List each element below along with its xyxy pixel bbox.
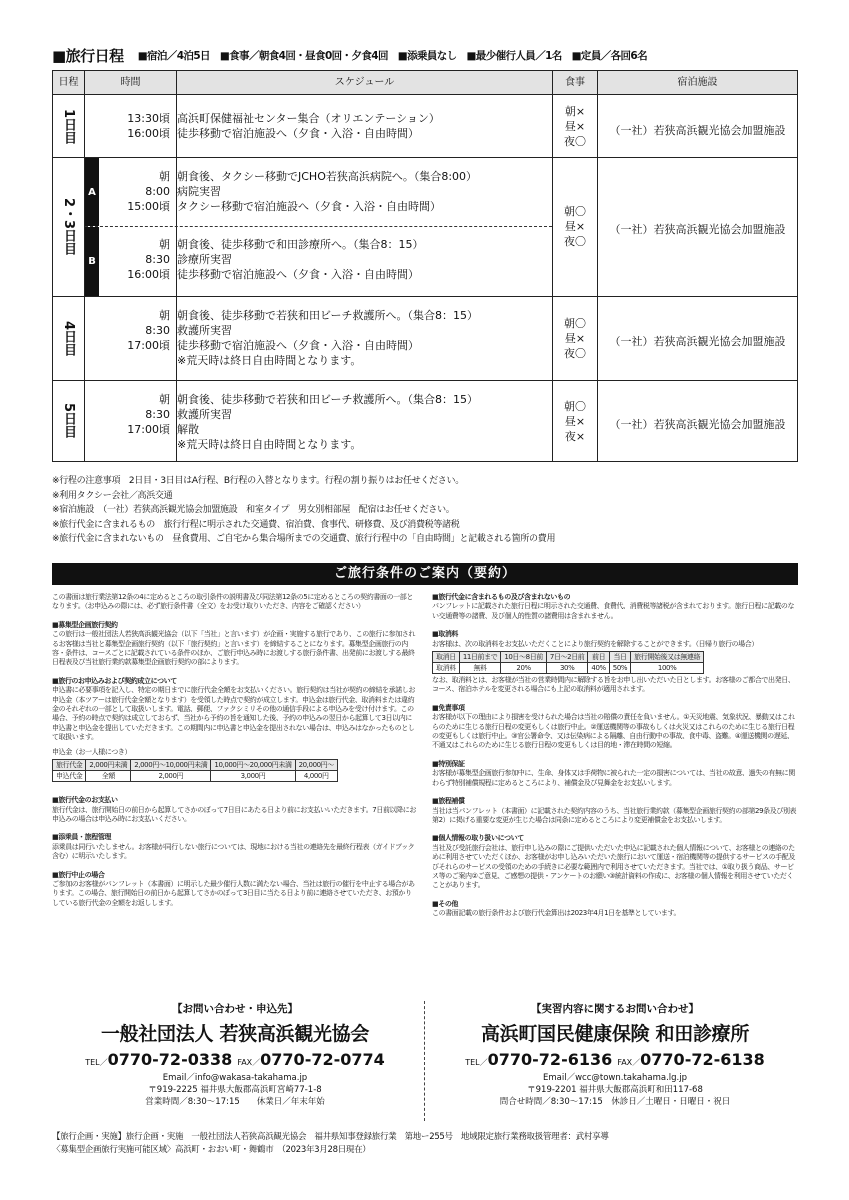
day-4-label: 4日目 [61, 320, 76, 357]
contact-hours: 営業時間／8:30〜17:15 休業日／年末年始 [145, 1097, 325, 1107]
section-heading: ■免責事項 [432, 703, 465, 712]
note-line: ※行程の注意事項 2日目・3日目はA行程、B行程の入替となります。行程の割り振りはお任せください。 [52, 476, 464, 486]
table-cell: 取消料 [433, 663, 460, 674]
table-cell: 旅行代金 [53, 760, 86, 771]
itinerary-header [52, 44, 798, 66]
deposit-table [52, 759, 338, 782]
table-cell: 20% [501, 663, 547, 674]
col-header-day: 日程 [58, 77, 79, 88]
table-cell: 2,000円〜10,000円未満 [131, 760, 211, 771]
route-a-times: 朝 8:00 15:00頃 [127, 170, 170, 213]
col-header-schedule: スケジュール [334, 77, 395, 88]
table-cell: 2,000円未満 [86, 760, 131, 771]
day-5-lodging: （一社）若狭高浜観光協会加盟施設 [609, 418, 786, 431]
section-text: お客様は、次の取消料をお支払いただくことにより旅行契約を解除することができます。（日帰り旅行の場合） [432, 639, 758, 648]
note-line: ※宿泊施設 （一社）若狭高浜観光協会加盟施設 和室タイプ 男女別相部屋 配宿はお任せください。 [52, 505, 455, 515]
section-heading: ■添乗員・旅程管理 [52, 833, 112, 842]
col-header-lodging: 宿泊施設 [677, 77, 718, 88]
day-4-schedule: 朝食後、徒歩移動で若狭和田ビーチ救護所へ。（集合8：15） 救護所実習 徒歩移動で宿泊施設へ（夕食・入浴・自由時間） ※荒天時は終日自由時間となります。 [177, 309, 479, 367]
section-text: この書面記載の旅行条件および旅行代金算出は2023年4月1日を基準としています。 [432, 909, 681, 918]
section-heading: ■旅程補償 [432, 797, 465, 806]
section-heading: ■募集型企画旅行契約 [52, 620, 118, 629]
route-b-times: 朝 8:30 16:00頃 [127, 238, 170, 281]
day-1-lodging: （一社）若狭高浜観光協会加盟施設 [609, 124, 786, 137]
contact-phone-fax: TEL／0770-72-6136 FAX／0770-72-6138 [465, 1050, 765, 1069]
day-1-times: 13:30頃 16:00頃 [127, 112, 170, 140]
footer-line: 【旅行企画・実施】旅行企画・実施 一般社団法人若狭高浜観光協会 福井県知事登録旅行業 第地ー255号 地域限定旅行業務取扱管理者：武村享導 [52, 1132, 609, 1142]
table-cell: 11日前まで [459, 652, 501, 663]
note-line: ※利用タクシー会社／高浜交通 [52, 490, 173, 501]
table-cell: 前日 [588, 652, 609, 663]
contact-divider [424, 1001, 425, 1121]
route-a-tag: A [85, 158, 99, 226]
section-heading: ■旅行代金に含まれるもの及び含まれないもの [432, 593, 571, 601]
contact-booking [52, 1001, 418, 1108]
section-text: パンフレットに記載された旅行日程に明示された交通費、食費代、消費税等諸税が含まれております。旅行日程に記載のない交通費等の諸費、及び個人的性質の諸費用は含まれません。 [432, 602, 795, 620]
table-cell: 4,000円 [295, 771, 337, 782]
day-1-meals: 朝× 昼× 夜〇 [564, 105, 586, 148]
itinerary-notes [52, 474, 812, 547]
table-cell: 10,000円〜20,000円未満 [211, 760, 295, 771]
section-heading: ■特別保証 [432, 759, 465, 768]
note-line: ※旅行代金に含まれないもの 昼食費用、ご自宅から集合場所までの交通費、旅行行程中の「自由時間」と記載される箇所の費用 [52, 534, 556, 544]
section-heading: ■旅行中止の場合 [52, 870, 105, 879]
contact-email: Email／info@wakasa-takahama.jp [162, 1073, 308, 1083]
section-text: 申込書に必要事項を記入し、特定の期日までに旅行代金全額をお支払いください。旅行契約は当社が契約の締結を承諾しお申込金（本ツアーは旅行代金全額となります）を受領した時点で契約が成立します。申込金は旅行代金、取消料または違約金のそれぞれの一部として取扱いします。電話、郵便、ファクシミリその他の通信手段による申込みを受け付けます。この場合、予約の時点で契約は成立しておらず、当社から予約の旨を通知した後、予約の申込みの翌日から起算して3日以内に申込書と申込金を提出していただきます。この期間内に申込書と申込金を提出されない場合は、申込みはなかったものとして取扱います。 [52, 686, 415, 742]
table-cell: 50% [609, 663, 630, 674]
fax-number: 0770-72-0774 [260, 1050, 385, 1069]
day-2-3-meals: 朝〇 昼× 夜〇 [564, 205, 586, 248]
table-cell: 全額 [86, 771, 131, 782]
section-heading: ■その他 [432, 899, 459, 908]
day-1-label: 1日目 [61, 108, 76, 145]
day-5-label: 5日目 [61, 403, 76, 439]
itinerary-table-header [53, 71, 797, 95]
day-2-3-lodging: （一社）若狭高浜観光協会加盟施設 [609, 223, 786, 236]
table-cell: 30% [546, 663, 588, 674]
conditions-intro: この書面は旅行業法第12条の4に定めるところの取引条件の説明書及び同法第12条の5に定めるところの契約書面の一部となります。（お申込みの際には、必ず旅行条件書（全文）をお受け取りいただき、内容をご確認ください） [52, 593, 413, 611]
section-text: お客様が募集型企画旅行参加中に、生命、身体又は手荷物に被られた一定の損害については、当社の故意、過失の有無に関わらず特別補償規程に定めるところにより、補償金及び見舞金をお支払いします。 [432, 769, 795, 787]
contact-address: 〒919-2225 福井県大飯郡高浜町宮崎77-1-8 [148, 1085, 322, 1095]
route-b-schedule: 朝食後、徒歩移動で和田診療所へ。（集合8：15） 診療所実習 徒歩移動で宿泊施設へ（夕食・入浴・自由時間） [177, 238, 424, 281]
page-footer [52, 1131, 812, 1157]
table-cell: 旅行開始後又は無連絡 [631, 652, 704, 663]
table-cell: 2,000円 [131, 771, 211, 782]
fax-number: 0770-72-6138 [640, 1050, 765, 1069]
itinerary-summary: ■宿泊／4泊5日 ■食事／朝食4回・昼食0回・夕食4回 ■添乗員なし ■最少催行人員／1名 ■定員／各回6名 [137, 49, 648, 62]
table-cell: 20,000円〜 [295, 760, 337, 771]
table-cell: 100% [631, 663, 704, 674]
section-text: お客様が以下の理由により損害を受けられた場合は当社の賠償の責任を負いません。①天災地震、気象状況、暴動又はこれらのために生じる旅行日程の変更もしくは旅行中止。②運送機関等の事故もしくは火災又はこれらのために生じる旅行日程の変更もしくは旅行中止。③官公署命令、又は伝染病による隔離、自由行動中の事故、食中毒、盗難。④運送機関の遅延、不通又はこれらのために生じる旅行日程の変更もしくは目的地・滞在時間の短縮。 [432, 713, 795, 750]
conditions-banner: ご旅行条件のご案内（要約） [52, 563, 798, 585]
contact-organization: 一般社団法人 若狭高浜観光協会 [100, 1023, 370, 1045]
route-a-schedule: 朝食後、タクシー移動でJCHO若狭高浜病院へ。（集合8:00） 病院実習 タクシー移動で宿泊施設へ（夕食・入浴・自由時間） [177, 170, 478, 213]
table-cell: 10日〜8日前 [501, 652, 547, 663]
section-heading: ■個人情報の取り扱いについて [432, 834, 524, 843]
section-text: 当社は当パンフレット（本書面）に記載された契約内容のうち、当社旅行業約款（募集型企画旅行契約の部第29条及び別表第2）に掲げる重要な変更が生じた場合は同条に定めるところにより変更補償金をお支払いします。 [432, 806, 797, 824]
day-1-schedule: 高浜町保健福祉センター集合（オリエンテーション） 徒歩移動で宿泊施設へ（夕食・入浴・自由時間） [177, 112, 440, 140]
footer-line: 〈募集型企画旅行実施可能区域〉高浜町・おおい町・舞鶴市 （2023年3月28日現在） [52, 1145, 371, 1155]
day-5-schedule: 朝食後、徒歩移動で若狭和田ビーチ救護所へ。（集合8：15） 救護所実習 解散 ※荒天時は終日自由時間となります。 [177, 393, 479, 451]
table-cell: 7日〜2日前 [546, 652, 588, 663]
table-cell: 40% [588, 663, 609, 674]
deposit-caption: 申込金（お一人様につき） [52, 747, 132, 756]
conditions-right-column [432, 593, 798, 919]
col-header-meals: 食事 [565, 77, 585, 88]
section-heading: ■旅行代金のお支払い [52, 796, 118, 805]
day-4-lodging: （一社）若狭高浜観光協会加盟施設 [609, 335, 786, 348]
section-text: 当社及び受託旅行会社は、旅行申し込みの際にご提供いただいた申込に記載された個人情報について、お客様との連絡のために利用させていただくほか、お客様がお申し込みいただいた旅行において運送・宿泊機関等の提供するサービスの手配及びそれらのサービスの受領のための手続きに必要な範囲内で利用させていただきます。当社では、①取り扱う商品、サービス等のご案内②ご意見、ご感想の提供・アンケートのお願い③統計資料の作成に、お客様の個人情報を利用させていただくことがあります。 [432, 843, 795, 890]
contact-organization: 高浜町国民健康保険 和田診療所 [480, 1023, 750, 1045]
table-cell: 当日 [609, 652, 630, 663]
contact-heading: 【お問い合わせ・申込先】 [172, 1003, 298, 1015]
section-heading: ■旅行のお申込みおよび契約成立について [52, 676, 177, 685]
contact-email: Email／wcc@town.takahama.lg.jp [543, 1073, 687, 1083]
section-text: ご参加のお客様がパンフレット（本書面）に明示した最少催行人数に満たない場合、当社は旅行の催行を中止する場合があります。この場合、旅行開始日の前日から起算してさかのぼって3日目に当たる日より前に連絡させていただき、お預かりしている旅行代金の全額をお返しします。 [52, 879, 415, 907]
itinerary-title: ■旅行日程 [52, 46, 124, 65]
day-5-times: 朝 8:30 17:00頃 [127, 393, 170, 436]
phone-number: 0770-72-6136 [487, 1050, 613, 1069]
table-cell: 取消日 [433, 652, 460, 663]
section-text: 旅行代金は、旅行開始日の前日から起算してさかのぼって7日目にあたる日より前にお支払いいただきます。7日前以降にお申込みの場合は申込み時にお支払いください。 [52, 805, 416, 823]
contact-address: 〒919-2201 福井県大飯郡高浜町和田117-68 [527, 1085, 703, 1095]
phone-number: 0770-72-0338 [107, 1050, 233, 1069]
col-header-time: 時間 [120, 77, 141, 88]
contact-phone-fax: TEL／0770-72-0338 FAX／0770-72-0774 [85, 1050, 385, 1069]
day-4-meals: 朝〇 昼× 夜〇 [564, 317, 586, 360]
section-heading: ■取消料 [432, 630, 459, 639]
day-5-meals: 朝〇 昼× 夜× [564, 400, 586, 443]
cancellation-table [432, 651, 704, 674]
section-text: この旅行は一般社団法人若狭高浜観光協会（以下「当社」と言います）が企画・実施する旅行であり、この旅行に参加されるお客様は当社と募集型企画旅行契約（以下「旅行契約」と言います）を締結することになります。募集型企画旅行の内容・条件は、コースごとに記載されている条件のほか、ご旅行申込み時にお渡しする旅行条件書、出発前にお渡しする最終日程表及び当社旅行業約款募集型企画旅行契約の部によります。 [52, 630, 415, 667]
cancellation-note: なお、取消料とは、お客様が当社の営業時間内に解除する旨をお申し出いただいた日とします。お客様のご都合で出発日、コース、宿泊ホテルを変更される場合にも上記の取消料が適用されます。 [432, 676, 795, 694]
table-cell: 3,000円 [211, 771, 295, 782]
itinerary-table [52, 70, 798, 462]
table-cell: 申込代金 [53, 771, 86, 782]
contact-heading: 【実習内容に関するお問い合わせ】 [531, 1003, 699, 1015]
day-4-times: 朝 8:30 17:00頃 [127, 309, 170, 352]
day-2-3-label: 2・3日目 [61, 198, 76, 256]
contact-hours: 問合せ時間／8:30〜17:15 休診日／土曜日・日曜日・祝日 [499, 1097, 731, 1107]
note-line: ※旅行代金に含まれるもの 旅行行程に明示された交通費、宿泊費、食事代、研修費、及び消費税等諸税 [52, 519, 460, 530]
section-text: 添乗員は同行いたしません。お客様が同行しない旅行については、現地における当社の連絡先を最終行程表（ガイドブック含む）に明示いたします。 [52, 842, 415, 861]
route-b-tag: B [85, 227, 99, 296]
conditions-left-column [52, 593, 418, 908]
table-cell: 無料 [459, 663, 501, 674]
contact-clinic [432, 1001, 798, 1108]
